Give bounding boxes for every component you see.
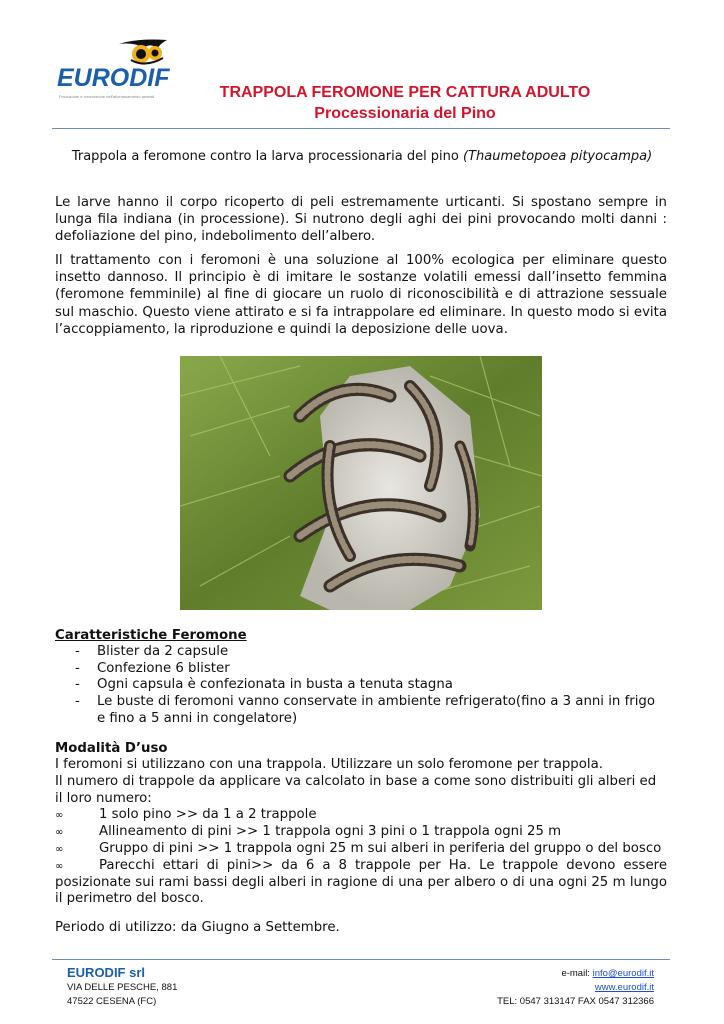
intro-text: Trappola a feromone contro la larva processionaria del pino [71,149,463,164]
features-title: Caratteristiche Feromone [55,628,247,643]
usage-period: Periodo di utilizzo: da Giugno a Settembre. [55,920,340,935]
footer-city: 47522 CESENA (FC) [67,996,157,1007]
list-item: - Confezione 6 blister [75,660,230,676]
infinity-bullet-icon: ∞ [55,860,64,872]
description-paragraph: Le larve hanno il corpo ricoperto di peli estremamente urticanti. Si spostano sempre in lunga fila indiana (in processione). Si nutrono degli aghi dei pini provocando molti danni : defoliazione del pino, indebolimento dell’albero. [55,195,667,245]
list-item: ∞ Gruppo di pini >> 1 trappola ogni 25 m sui alberi in periferia del gruppo o del bosco [55,841,667,858]
infinity-bullet-icon: ∞ [55,843,64,855]
footer-website [595,982,654,993]
logo-brand-text: EURODIF [57,64,170,92]
footer-divider [52,959,670,960]
logo-tagline: Produzione e innovazione nell'allontanamento animali [59,94,155,99]
page-title: TRAPPOLA FEROMONE PER CATTURA ADULTO [219,84,591,101]
list-item: - Le buste di feromoni vanno conservate in ambiente refrigerato(fino a 3 anni in frigo e fino a 5 anni in congelatore) [75,694,655,726]
intro-species: (Thaumetopoea pityocampa) [463,149,653,164]
company-logo [57,38,177,100]
treatment-paragraph: Il trattamento con i feromoni è una soluzione al 100% ecologica per eliminare questo insetto dannoso. Il principio è di imitare le sostanze volatili emessi dall’insetto femmina (feromone femminile) al fine di giocare un ruolo di riconoscibilità e di attrazione sessuale sul maschio. Questo viene attirato e si fa intrappolare ed eliminare. In questo modo si evita l’accoppiamento, la riproduzione e quindi la deposizione delle uova. [55,253,667,337]
list-item: ∞ Parecchi ettari di pini>> da 6 a 8 trappole per Ha. Le trappole devono essere posizionate sui rami bassi degli alberi in ragione di una per albero o di una ogni 25 m lungo il perimetro del bosco. [55,857,667,907]
footer-address: VIA DELLE PESCHE, 881 [67,982,178,993]
list-item: - Blister da 2 capsule [75,644,229,659]
usage-section [55,757,667,908]
usage-title: Modalità D’uso [55,741,168,756]
email-link[interactable]: info@eurodif.it [592,968,654,979]
caterpillar-nest-photo [180,356,542,610]
footer-company: EURODIF srl [67,965,146,980]
infinity-bullet-icon: ∞ [55,810,64,822]
page-subtitle: Processionaria del Pino [314,105,496,122]
header-divider [52,128,670,129]
footer-email: e-mail: info@eurodif.it [561,968,654,979]
features-list [55,644,667,728]
list-item: ∞ 1 solo pino >> da 1 a 2 trappole [55,807,667,824]
footer-phone: TEL: 0547 313147 FAX 0547 312366 [497,996,654,1007]
list-item: - Ogni capsula è confezionata in busta a tenuta stagna [75,677,453,693]
usage-line-2: Il numero di trappole da applicare va calcolato in base a come sono distribuiti gli alberi ed il loro numero: [55,773,657,806]
website-link[interactable]: www.eurodif.it [594,982,654,993]
usage-line-1: I feromoni si utilizzano con una trappola. Utilizzare un solo feromone per trappola. [55,757,603,772]
infinity-bullet-icon: ∞ [55,827,64,839]
intro-line [0,149,724,164]
list-item: ∞ Allineamento di pini >> 1 trappola ogni 3 pini o 1 trappola ogni 25 m [55,824,667,841]
